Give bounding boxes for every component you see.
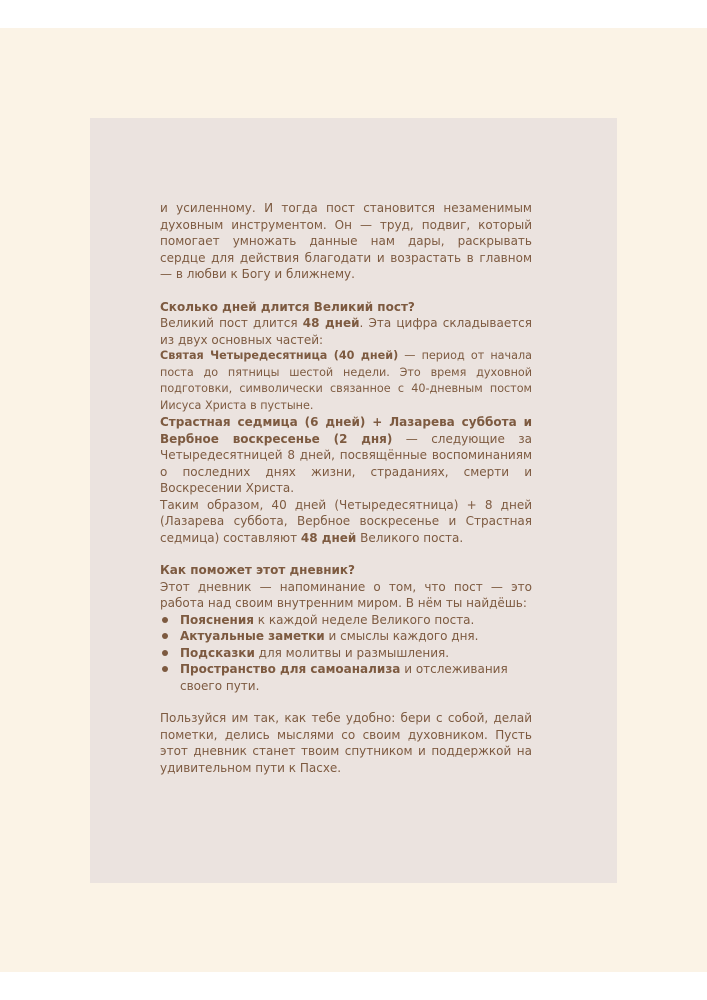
- feature-list: [160, 612, 532, 695]
- part-two-paragraph: [160, 414, 532, 497]
- page-sheet: [0, 28, 707, 972]
- list-item-text: к каждой неделе Великого поста.: [253, 612, 475, 627]
- part-two-title: Страстная седмица (6 дней) + Лазарева суббота и Вербное воскресенье (2 дня): [160, 415, 532, 446]
- section-heading-diary: Как поможет этот дневник?: [160, 563, 355, 577]
- list-item-bold: Пространство для самоанализа: [180, 662, 401, 676]
- part-one-paragraph: [160, 348, 532, 414]
- duration-suffix: . Эта цифра складывается из двух основных частей:: [160, 316, 533, 347]
- section-heading-duration: Сколько дней длится Великий пост?: [160, 299, 415, 314]
- bullet-icon: [162, 617, 168, 623]
- part-one-title: Святая Четыредесятница (40 дней): [160, 349, 399, 362]
- bullet-icon: [162, 633, 168, 639]
- part-one-text: — период от начала поста до пятницы шестой недели. Это время духовной подготовки, символически связанное с 40-дневным постом Иисуса Христа в пустыне.: [160, 349, 532, 412]
- part-two-text: — следующие за Четыредесятницей 8 дней, посвящённые воспоминаниям о последних днях жизни, страданиях, смерти и Воскресении Христа.: [160, 431, 533, 495]
- list-item-text: и смыслы каждого дня.: [324, 629, 479, 643]
- text-block: [160, 200, 532, 776]
- summary-paragraph: [160, 497, 532, 547]
- list-item-text: и отслеживания своего пути.: [180, 662, 508, 693]
- list-item-bold: Пояснения: [180, 612, 254, 627]
- spacer: [160, 546, 532, 562]
- duration-paragraph: [160, 315, 532, 348]
- list-item: [160, 645, 532, 662]
- duration-days: 48 дней: [302, 316, 360, 330]
- bullet-icon: [162, 666, 168, 672]
- summary-days: 48 дней: [300, 530, 357, 545]
- list-item-text: для молитвы и размышления.: [254, 645, 450, 660]
- spacer: [160, 694, 532, 710]
- closing-paragraph: Пользуйся им так, как тебе удобно: бери с собой, делай пометки, делись мыслями со своим духовником. Пусть этот дневник станет твоим спутником и поддержкой на удивительном пути к Пасхе.: [160, 711, 532, 775]
- list-item-bold: Актуальные заметки: [180, 629, 325, 643]
- list-item-bold: Подсказки: [180, 645, 255, 660]
- intro-paragraph: и усиленному. И тогда пост становится незаменимым духовным инструментом. Он — труд, подвиг, который помогает умножать данные нам дары, раскрывать сердце для действия благодати и возрастать в главном — в любви к Богу и ближнему.: [160, 201, 532, 281]
- list-item: [160, 661, 532, 694]
- duration-prefix: Великий пост длится: [160, 316, 303, 330]
- content-panel: [90, 118, 617, 883]
- list-item: [160, 628, 532, 645]
- diary-intro-paragraph: Этот дневник — напоминание о том, что пост — это работа над своим внутренним миром. В нём ты найдёшь:: [160, 579, 532, 610]
- list-item: [160, 612, 532, 629]
- bullet-icon: [162, 650, 168, 656]
- summary-suffix: Великого поста.: [356, 530, 464, 545]
- summary-prefix: Таким образом, 40 дней (Четыредесятница) + 8 дней (Лазарева суббота, Вербное воскресенье и Страстная седмица) составляют: [160, 497, 532, 545]
- spacer: [160, 283, 532, 299]
